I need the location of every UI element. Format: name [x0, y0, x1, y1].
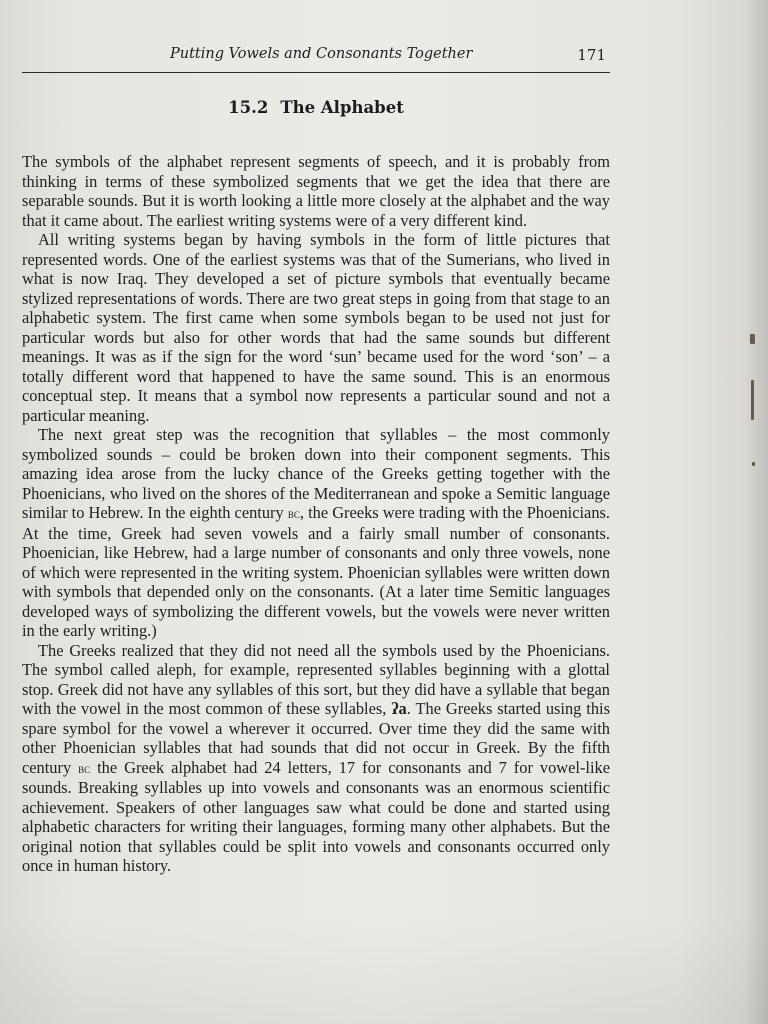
section-title: The Alphabet: [280, 98, 404, 117]
margin-mark-dot: [750, 334, 755, 344]
running-head: Putting Vowels and Consonants Together: [170, 46, 473, 62]
page-header: [22, 44, 610, 73]
paragraph-3-text-b: , the Greeks were trading with the Phoenicians. At the time, Greek had seven vowels and a fairly small number of consonants. Phoenician, like Hebrew, had a large number of consonants and only three vowels, none of which were represented in the writing system. Phoenician syllables were written down with symbols that depended only on the consonants. (At a later time Semitic languages developed ways of symbolizing the different vowels, but the vowels were never written in the early writing.): [22, 503, 610, 640]
glottal-syllable: ʔa: [391, 699, 407, 718]
paragraph-4: [22, 641, 610, 876]
era-abbreviation: bc: [78, 760, 91, 776]
paragraph-4-text-c: the Greek alphabet had 24 letters, 17 for consonants and 7 for vowel-like sounds. Breaking syllables up into vowels and consonants was an enormous scientific achievement. Speakers of other languages saw what could be done and started using alphabetic characters for writing their languages, forming many other alphabets. But the original notion that syllables could be split into vowels and consonants occurred only once in human history.: [22, 757, 610, 875]
paragraph-4-text-b: . The Greeks started using this spare symbol for the vowel a wherever it occurred. Over time they did the same with other Phoenician syllables that had sounds that did not occur in Greek. By the fifth century: [22, 699, 610, 777]
paragraph-2: All writing systems began by having symbols in the form of little pictures that represented words. One of the earliest systems was that of the Sumerians, who lived in what is now Iraq. They developed a set of picture symbols that eventually became stylized representations of words. There are two great steps in going from that stage to an alphabetic system. The first came when some symbols began to be used not just for particular words but also for other words that had the same sounds but different meanings. It was as if the sign for the word ‘sun’ became used for the word ‘son’ – a totally different word that happened to have the same sound. This is an enormous conceptual step. It means that a symbol now represents a particular sound and not a particular meaning.: [22, 230, 610, 425]
section-number: 15.2: [228, 98, 269, 117]
page-number: 171: [577, 46, 606, 64]
margin-mark-bar: [751, 380, 754, 420]
paragraph-1: The symbols of the alphabet represent segments of speech, and it is probably from thinking in terms of these symbolized segments that we get the idea that there are separable sounds. But it is worth looking a little more closely at the alphabet and the way that it came about. The earliest writing systems were of a very different kind.: [22, 152, 610, 230]
paragraph-3: [22, 425, 610, 641]
page-bottom-shade: [0, 914, 768, 1024]
page-spine-shadow: [744, 0, 768, 1024]
paragraph-3-text-a: The next great step was the recognition that syllables – the most commonly symbolized sounds – could be broken down into their component segments. This amazing idea arose from the lucky chance of the Greeks getting together with the Phoenicians, who lived on the shores of the Mediterranean and spoke a Semitic language similar to Hebrew. In the eighth century: [22, 425, 610, 522]
section-heading: [22, 98, 610, 117]
body-text: [22, 152, 610, 876]
margin-mark-speck: [752, 462, 755, 466]
era-abbreviation: bc: [287, 506, 300, 521]
paragraph-4-text-a: The Greeks realized that they did not need all the symbols used by the Phoenicians. The symbol called aleph, for example, represented syllables beginning with a glottal stop. Greek did not have any syllables of this sort, but they did have a syllable that began with the vowel in the most common of these syllables,: [22, 640, 610, 718]
